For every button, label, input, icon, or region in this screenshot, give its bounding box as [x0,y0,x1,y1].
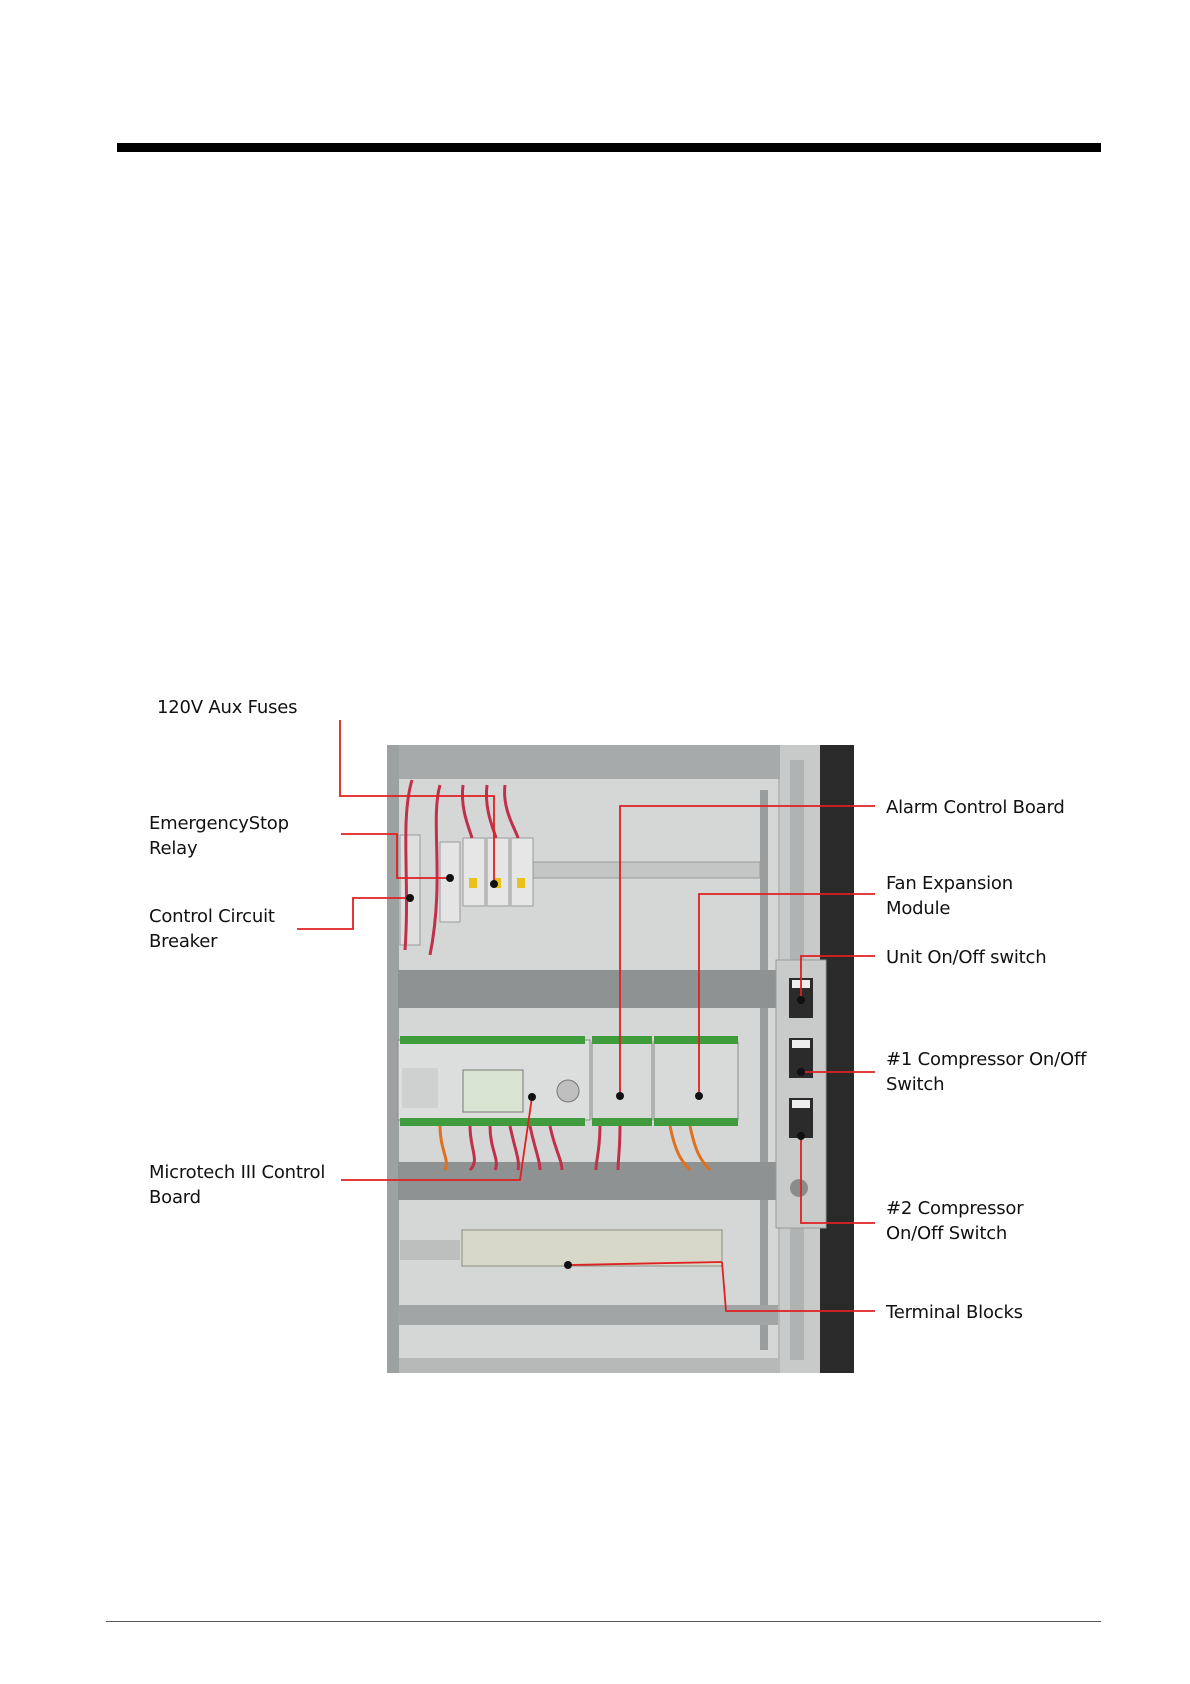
bottom-rule [106,1621,1101,1622]
label-fan-module-line-1: Fan Expansion [886,873,1013,894]
label-fan-module-line-2: Module [886,898,951,919]
label-terminal-blocks [886,1300,1023,1325]
label-estop-relay [149,811,289,861]
label-estop-relay-line-1: EmergencyStop [149,813,289,834]
label-fan-module [886,871,1013,921]
label-alarm-board-line-1: Alarm Control Board [886,797,1065,818]
label-control-breaker-line-1: Control Circuit [149,906,275,927]
label-unit-switch [886,945,1046,970]
label-control-breaker-line-2: Breaker [149,931,218,952]
label-comp1-switch [886,1047,1086,1097]
label-microtech-board-line-2: Board [149,1187,201,1208]
label-alarm-board [886,795,1065,820]
label-comp1-switch-line-1: #1 Compressor On/Off [886,1049,1087,1070]
label-unit-switch-line-1: Unit On/Off switch [886,947,1047,968]
label-comp2-switch-line-1: #2 Compressor [886,1198,1024,1219]
label-aux-fuses-line-1: 120V Aux Fuses [157,697,298,718]
label-aux-fuses [157,695,297,720]
label-estop-relay-line-2: Relay [149,838,198,859]
label-microtech-board-line-1: Microtech III Control [149,1162,326,1183]
label-comp2-switch [886,1196,1023,1246]
label-control-breaker [149,904,275,954]
label-microtech-board [149,1160,325,1210]
label-terminal-blocks-line-1: Terminal Blocks [886,1302,1023,1323]
label-comp2-switch-line-2: On/Off Switch [886,1223,1008,1244]
label-comp1-switch-line-2: Switch [886,1074,945,1095]
